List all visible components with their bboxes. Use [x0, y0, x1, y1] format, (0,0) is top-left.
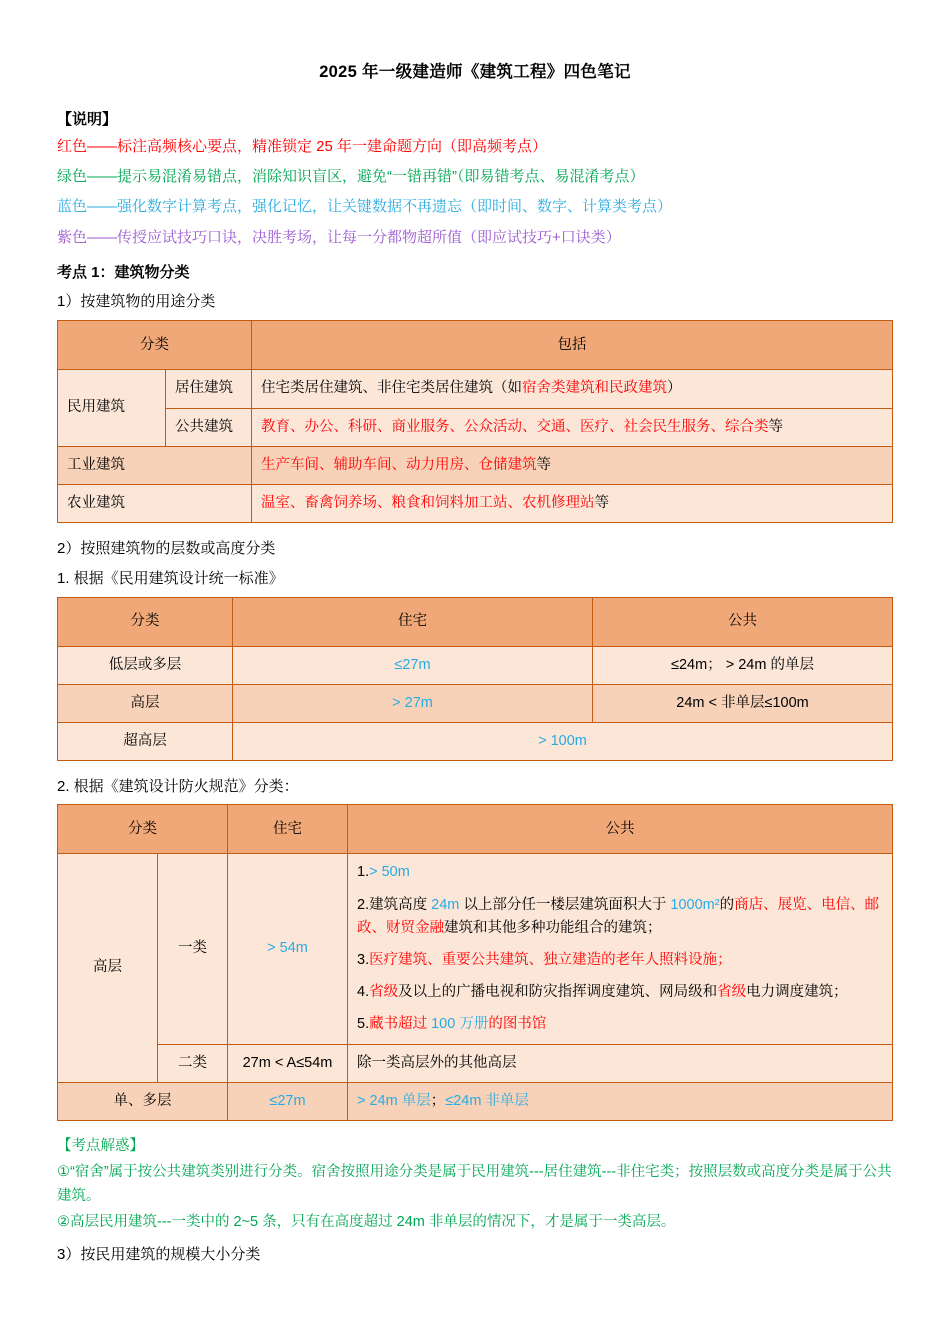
industrial-desc-post: 等	[536, 456, 551, 473]
public-desc-red: 教育、办公、科研、商业服务、公众活动、交通、医疗、社会民生服务、综合类	[261, 418, 769, 435]
cell-low-rise-residence: ≤27m	[228, 1082, 348, 1120]
explanation-item-2: ②高层民用建筑---一类中的 2~5 条，只有在高度超过 24m 非单层的情况下，才是属于一类高层。	[57, 1214, 676, 1231]
cell-civil-building: 民用建筑	[58, 370, 166, 446]
fire-item-2-part-4: 1000m²	[670, 896, 720, 913]
cell-agricultural-building: 农业建筑	[58, 484, 252, 522]
header-classification: 分类	[58, 321, 252, 370]
public-desc-post: 等	[768, 418, 783, 435]
fire-item-3-num: 3.	[357, 951, 370, 968]
subsection-1-label: 1）按建筑物的用途分类	[57, 293, 216, 311]
cell-high-rise-label: 高层	[58, 684, 233, 722]
table-row	[58, 1044, 893, 1082]
cell-low-mid-rise-public: ≤24m； > 24m 的单层	[593, 646, 893, 684]
explanation-item-1: ①“宿舍”属于按公共建筑类别进行分类。宿舍按照用途分类是属于民用建筑---居住建筑---非住宅类；按照层数或高度分类是属于公共建筑。	[57, 1164, 892, 1204]
table-row	[58, 722, 893, 760]
fire-item-2-part-6: 商店、展览、电信、邮政、财贸金融	[357, 896, 880, 936]
table-row	[58, 484, 893, 522]
fire-item-4-part-1: 省级	[369, 984, 399, 1001]
table-row	[58, 446, 893, 484]
agricultural-desc-red: 温室、畜禽饲养场、粮食和饲料加工站、农机修理站	[261, 494, 595, 511]
agricultural-desc-post: 等	[594, 494, 609, 511]
fire-item-2-part-5: 的	[719, 896, 735, 913]
residential-desc-red: 宿舍类建筑和民政建筑	[522, 380, 667, 397]
cell-highrise-label: 高层	[58, 854, 158, 1082]
page-title: 2025 年一级建造师《建筑工程》四色笔记	[319, 63, 631, 81]
cell-industrial-desc	[252, 446, 893, 484]
cell-residential-desc	[252, 370, 893, 408]
fire-item-2	[357, 894, 883, 940]
cell-low-rise-label: 单、多层	[58, 1082, 228, 1120]
fire-item-1-num: 1.	[357, 864, 370, 881]
fire-item-1	[357, 861, 883, 884]
fire-item-4-part-4: 电力调度建筑；	[746, 984, 848, 1001]
subsection-3-label: 3）按民用建筑的规模大小分类	[57, 1245, 261, 1263]
fire-item-4	[357, 981, 883, 1004]
fire-item-4-part-2: 及以上的广播电视和防灾指挥调度建筑、网局级和	[398, 984, 718, 1001]
cell-class-one-public-list	[348, 854, 893, 1044]
table-building-use	[57, 320, 893, 523]
cell-residential-building: 居住建筑	[166, 370, 252, 408]
industrial-desc-red: 生产车间、辅助车间、动力用房、仓储建筑	[261, 456, 537, 473]
cell-class-one-residence: > 54m	[228, 854, 348, 1044]
fire-item-5-num: 5.	[357, 1016, 370, 1033]
fire-item-2-part-7: 建筑和其他多种功能组合的建筑；	[444, 919, 662, 936]
table-row	[58, 854, 893, 1044]
header-includes: 包括	[252, 321, 893, 370]
cell-low-mid-rise-residence: ≤27m	[233, 646, 593, 684]
table-row	[58, 646, 893, 684]
fire-item-5-part-1: 藏书超过	[369, 1016, 428, 1033]
header-public: 公共	[348, 805, 893, 854]
table-height-standard	[57, 597, 893, 762]
fire-item-2-part-2: 24m	[431, 896, 460, 913]
cell-class-two-label: 二类	[158, 1044, 228, 1082]
cell-class-one-label: 一类	[158, 854, 228, 1044]
header-classification: 分类	[58, 597, 233, 646]
legend-item-red: 红色——标注高频核心要点，精准锁定 25 年一建命题方向（即高频考点）	[57, 137, 548, 155]
table-fire-code	[57, 804, 893, 1121]
table-row	[58, 684, 893, 722]
header-public: 公共	[593, 597, 893, 646]
low-rise-public-a: > 24m 单层	[357, 1092, 431, 1109]
table-row	[58, 1082, 893, 1120]
fire-item-5-part-2: 100 万册	[427, 1016, 489, 1033]
cell-high-rise-public: 24m < 非单层≤100m	[593, 684, 893, 722]
legend-item-blue: 蓝色——强化数字计算考点，强化记忆，让关键数据不再遗忘（即时间、数字、计算类考点）	[57, 198, 673, 216]
cell-super-high-rise-value: > 100m	[233, 722, 893, 760]
table-header-row	[58, 321, 893, 370]
explanation-heading: 【考点解惑】	[57, 1137, 144, 1154]
legend-item-purple: 紫色——传授应试技巧口诀，决胜考场，让每一分都物超所值（即应试技巧+口诀类）	[57, 228, 621, 246]
cell-agricultural-desc	[252, 484, 893, 522]
residential-desc-post: ）	[667, 380, 682, 397]
cell-industrial-building: 工业建筑	[58, 446, 252, 484]
residential-desc-pre: 住宅类居住建筑、非住宅类居住建筑（如	[261, 380, 522, 397]
cell-super-high-rise-label: 超高层	[58, 722, 233, 760]
cell-low-mid-rise-label: 低层或多层	[58, 646, 233, 684]
legend-heading: 【说明】	[57, 110, 118, 128]
fire-item-3	[357, 949, 883, 972]
legend-item-green: 绿色——提示易混淆易错点，消除知识盲区，避免“一错再错”（即易错考点、易混淆考点）	[57, 168, 645, 186]
fire-item-4-part-3: 省级	[717, 984, 747, 1001]
cell-low-rise-public	[348, 1082, 893, 1120]
header-residence: 住宅	[228, 805, 348, 854]
fire-item-3-part-1: 医疗建筑、重要公共建筑、独立建造的老年人照料设施；	[369, 951, 732, 968]
cell-public-building: 公共建筑	[166, 408, 252, 446]
cell-public-desc	[252, 408, 893, 446]
fire-item-2-part-1: 建筑高度	[369, 896, 432, 913]
fire-item-1-part-1: > 50m	[369, 864, 410, 881]
fire-item-5-part-3: 的图书馆	[488, 1016, 547, 1033]
fire-item-5	[357, 1013, 883, 1036]
cell-class-two-residence: 27m < A≤54m	[228, 1044, 348, 1082]
kaodian-1-heading: 考点 1：建筑物分类	[57, 263, 190, 281]
cell-high-rise-residence: > 27m	[233, 684, 593, 722]
table-header-row	[58, 805, 893, 854]
subsection-2-label: 2）按照建筑物的层数或高度分类	[57, 540, 276, 558]
fire-item-2-num: 2.	[357, 896, 370, 913]
header-classification: 分类	[58, 805, 228, 854]
header-residence: 住宅	[233, 597, 593, 646]
low-rise-public-sep: ；	[430, 1092, 446, 1109]
fire-item-2-part-3: 以上部分任一楼层建筑面积大于	[459, 896, 671, 913]
subsection-2-1-label: 1. 根据《民用建筑设计统一标准》	[57, 570, 284, 588]
low-rise-public-b: ≤24m 非单层	[445, 1092, 529, 1109]
subsection-2-2-label: 2. 根据《建筑设计防火规范》分类：	[57, 778, 299, 796]
fire-item-4-num: 4.	[357, 984, 370, 1001]
table-row	[58, 370, 893, 408]
cell-class-two-public: 除一类高层外的其他高层	[348, 1044, 893, 1082]
table-header-row	[58, 597, 893, 646]
table-row	[58, 408, 893, 446]
